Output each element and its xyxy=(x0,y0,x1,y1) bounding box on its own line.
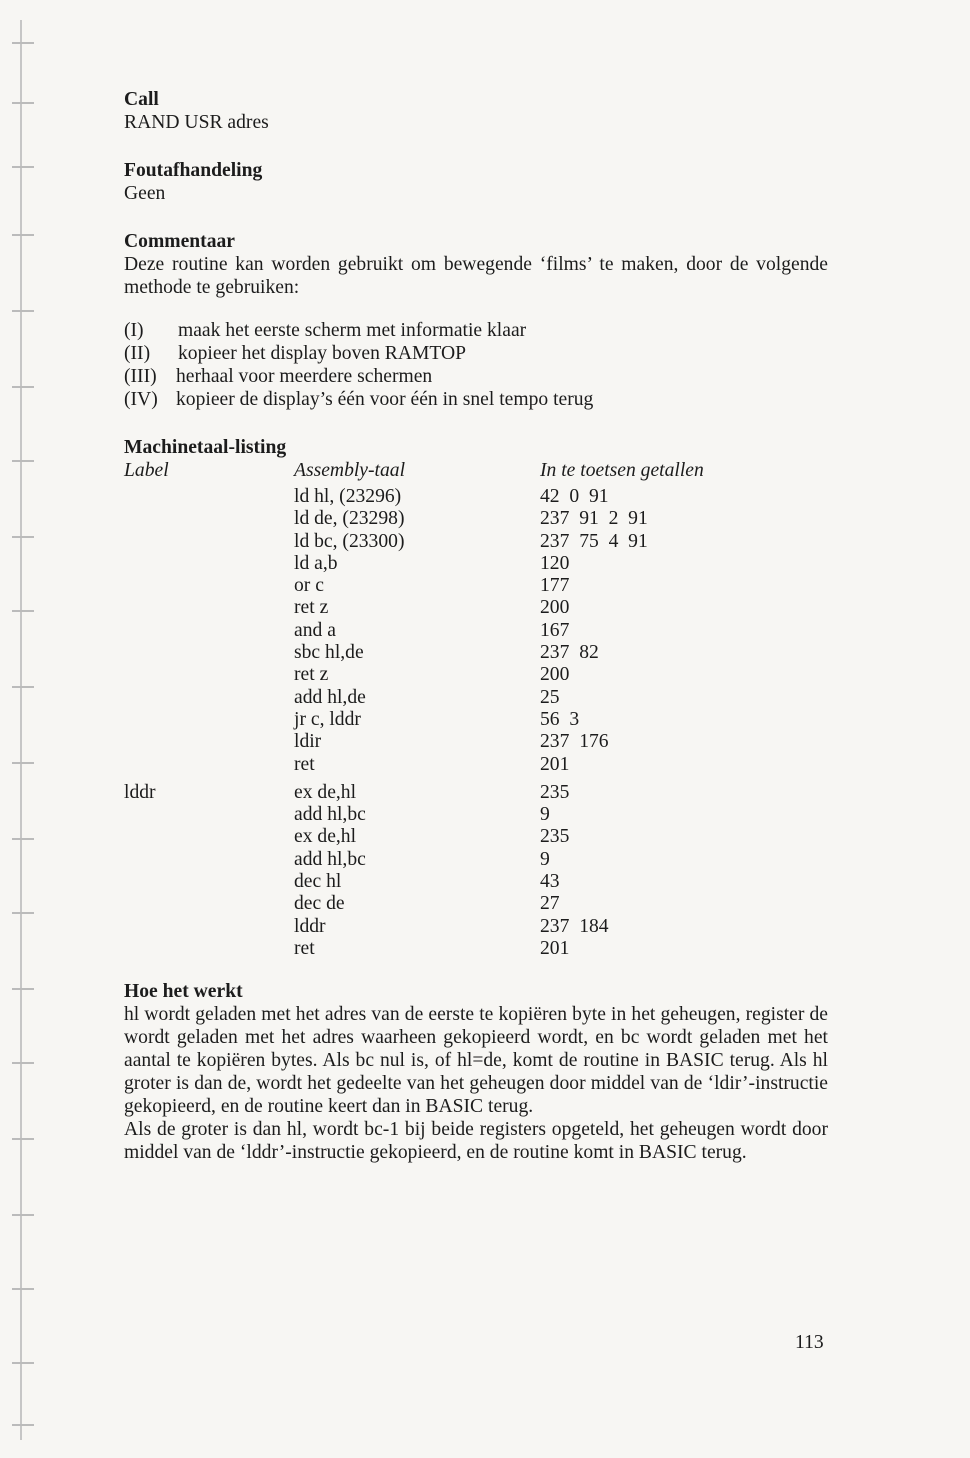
label-column-header: Label xyxy=(124,460,169,481)
how-section xyxy=(124,980,828,1164)
table-row: dec hl 43 xyxy=(294,871,560,893)
table-row: or c 177 xyxy=(294,575,570,597)
step-text: herhaal voor meerdere schermen xyxy=(176,366,433,387)
how-paragraph-2: Als de groter is dan hl, wordt bc-1 bij beide registers opgeteld, het geheugen wordt door middel van de ‘lddr’-instructie gekopieerd, en de routine komt in BASIC terug. xyxy=(124,1119,828,1164)
step-text: maak het eerste scherm met informatie klaar xyxy=(178,320,527,341)
step-text: kopieer de display’s één voor één in snel tempo terug xyxy=(176,389,594,410)
list-item xyxy=(124,342,828,365)
table-row: dec de 27 xyxy=(294,893,560,915)
listing-header xyxy=(124,459,828,482)
table-row: ld bc, (23300) 237 75 4 91 xyxy=(294,530,648,552)
table-row: and a 167 xyxy=(294,619,570,641)
table-row: add hl,bc 9 xyxy=(294,804,550,826)
table-row: ld a,b 120 xyxy=(294,552,570,574)
list-item xyxy=(124,365,828,388)
label-lddr: lddr xyxy=(124,781,156,803)
page-number: 113 xyxy=(795,1332,824,1353)
step-text: kopieer het display boven RAMTOP xyxy=(178,343,467,364)
table-row: ld de, (23298) 237 91 2 91 xyxy=(294,508,648,530)
error-heading: Foutafhandeling xyxy=(124,160,263,181)
comment-text: Deze routine kan worden gebruikt om bewegende ‘films’ te maken, door de volgende methode te gebruiken: xyxy=(124,254,828,298)
error-section xyxy=(124,159,828,205)
comment-heading: Commentaar xyxy=(124,231,235,252)
table-row: ret z 200 xyxy=(294,597,570,619)
error-text: Geen xyxy=(124,183,166,204)
listing-block-1 xyxy=(124,486,828,776)
list-item xyxy=(124,388,828,411)
comment-section xyxy=(124,230,828,411)
list-item xyxy=(124,319,828,342)
call-text: RAND USR adres xyxy=(124,112,269,133)
call-section xyxy=(124,88,828,134)
table-row: jr c, lddr 56 3 xyxy=(294,708,580,730)
table-row: lddr 237 184 xyxy=(294,915,609,937)
how-paragraph-1: hl wordt geladen met het adres van de eerste te kopiëren byte in het geheugen, register de wordt geladen met het adres waarheen gekopieerd wordt, en bc wordt geladen met het aantal te kopiëren bytes. Als bc nul is, of hl=de, komt de routine in BASIC terug. Als hl groter is dan de, wordt het gedeelte van het geheugen door middel van de ‘ldir’-instructie gekopieerd, en de routine keert dan in BASIC terug. xyxy=(124,1004,828,1118)
listing-section xyxy=(124,436,828,960)
how-heading: Hoe het werkt xyxy=(124,981,243,1003)
listing-heading: Machinetaal-listing xyxy=(124,437,287,458)
step-number: (III) xyxy=(124,366,157,387)
table-row: lddr ex de,hl 235 xyxy=(124,781,570,803)
call-heading: Call xyxy=(124,89,159,110)
page-content xyxy=(124,88,828,1164)
table-row: ld hl, (23296) 42 0 91 xyxy=(294,486,609,507)
table-row: ret z 200 xyxy=(294,664,570,686)
step-number: (I) xyxy=(124,320,144,341)
numbers-column-header: In te toetsen getallen xyxy=(540,460,704,481)
step-number: (II) xyxy=(124,343,151,364)
table-row: ret 201 xyxy=(294,937,570,959)
table-row: ret 201 xyxy=(294,753,570,775)
steps-list xyxy=(124,319,828,411)
assembly-column-header: Assembly-taal xyxy=(294,460,406,481)
step-number: (IV) xyxy=(124,389,158,410)
table-row: ex de,hl 235 xyxy=(294,826,570,848)
binding-edge xyxy=(12,20,36,1440)
table-row: ldir 237 176 xyxy=(294,731,609,753)
table-row: sbc hl,de 237 82 xyxy=(294,642,599,664)
table-row: add hl,de 25 xyxy=(294,686,560,708)
table-row: add hl,bc 9 xyxy=(294,848,550,870)
listing-block-2 xyxy=(124,782,828,960)
